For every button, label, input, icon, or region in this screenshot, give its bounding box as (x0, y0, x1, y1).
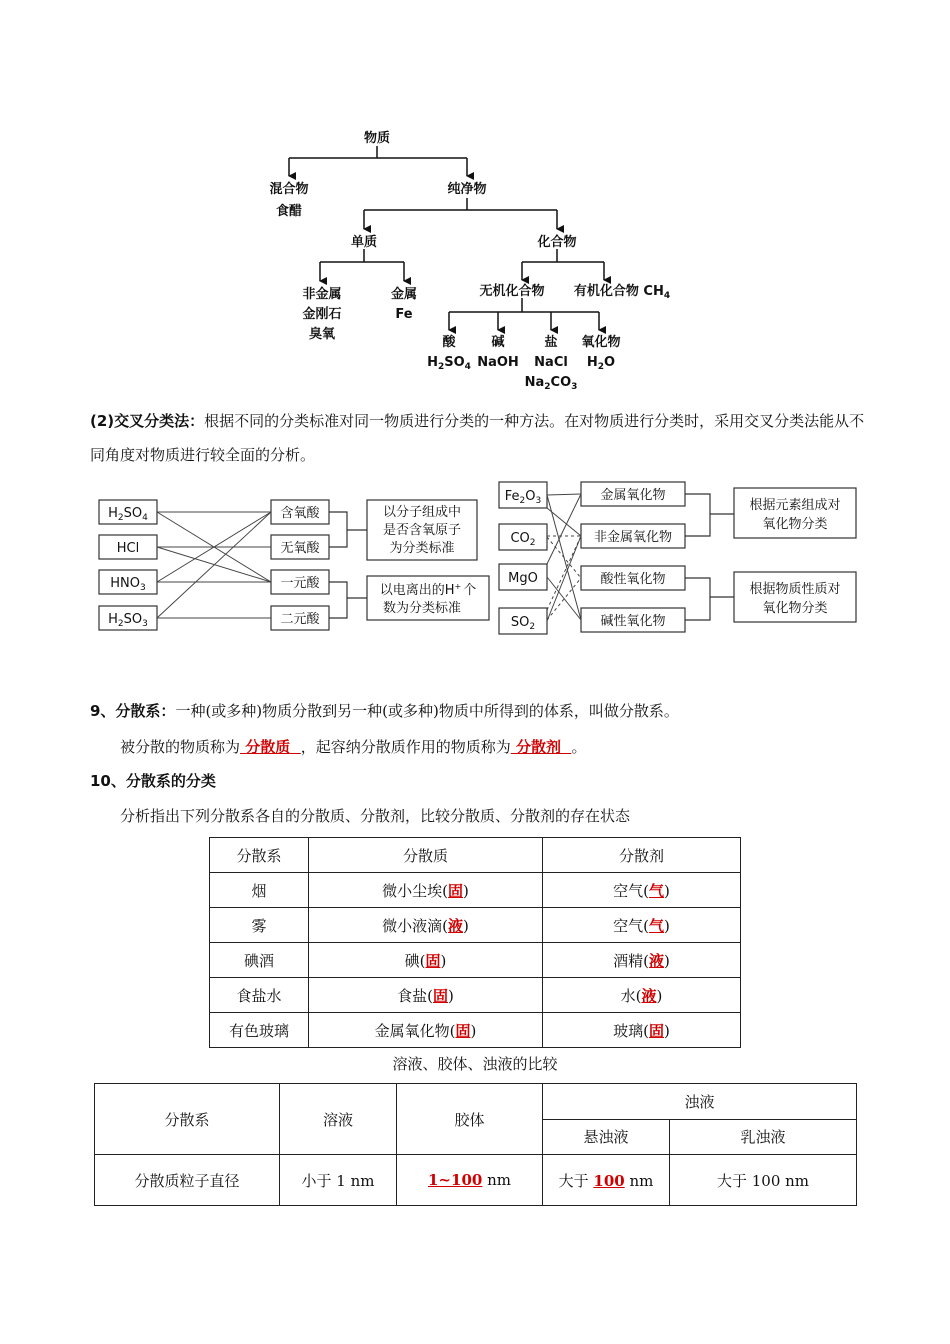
th-solution: 溶液 (280, 1084, 397, 1155)
answer-dispersion-medium: 分散剂 (515, 738, 561, 756)
cross-classification-intro (90, 404, 870, 472)
tree-mixture-example: 食醋 (275, 204, 303, 219)
emulsion-diameter: 大于 100 nm (670, 1155, 857, 1206)
comparison-caption: 溶液、胶体、浊液的比较 (392, 1055, 558, 1073)
table-row: 有色玻璃 金属氧化物(固) 玻璃(固) (210, 1013, 741, 1048)
tree-salt-ex2: $Na_2CO_3$ (524, 375, 578, 392)
suspension-diameter: 大于 100 nm (543, 1155, 670, 1206)
tree-root: 物质 (363, 131, 391, 146)
class-acidic-oxide: 酸性氧化物 (600, 572, 666, 587)
acid-h2so4: $H_2SO_4$ (108, 506, 148, 523)
class-diprotic: 二元酸 (280, 612, 320, 627)
class-oxyacid: 含氧酸 (280, 506, 320, 521)
class-basic-oxide: 碱性氧化物 (600, 614, 666, 629)
tree-metal-ex: Fe (395, 307, 413, 322)
tree-organic: 有机化合物 $CH_4$ (573, 284, 671, 301)
criterion3-line1: 根据元素组成对 (749, 498, 841, 513)
table-row: 碘酒 碘(固) 酒精(液) (210, 943, 741, 978)
criterion2-line2: 数为分类标准 (382, 601, 462, 616)
th-emulsion: 乳浊液 (670, 1119, 857, 1155)
oxide-co2: $CO_2$ (510, 531, 536, 548)
section-9 (90, 694, 870, 728)
th-medium: 分散剂 (543, 838, 741, 873)
criterion1-line1: 以分子组成中 (382, 505, 462, 520)
tree-metal: 金属 (390, 287, 418, 302)
criterion4-line1: 根据物质性质对 (749, 582, 841, 597)
acid-hno3: $HNO_3$ (110, 576, 146, 593)
criterion1-line3: 为分类标准 (389, 541, 455, 556)
tree-oxide: 氧化物 (581, 335, 621, 350)
th-turbid: 浊液 (543, 1084, 857, 1120)
class-monoprotic: 一元酸 (280, 576, 320, 591)
th-colloid: 胶体 (397, 1084, 543, 1155)
tree-pure: 纯净物 (447, 182, 487, 197)
th-dispersed: 分散质 (309, 838, 543, 873)
tree-salt-ex1: NaCl (534, 355, 568, 370)
criterion4-line2: 氧化物分类 (762, 601, 828, 616)
cross-classification-text: 根据不同的分类标准对同一物质进行分类的一种方法。在对物质进行分类时，采用交叉分类法能从不同角度对物质进行较全面的分析。 (90, 412, 865, 464)
tree-mixture: 混合物 (269, 182, 309, 197)
tree-nonmetal-ex2: 臭氧 (308, 327, 336, 342)
comparison-table (94, 1083, 857, 1206)
criterion2-line1: 以电离出的H+ 个 (379, 582, 477, 598)
dispersion-table (209, 837, 741, 1048)
tree-acid: 酸 (442, 335, 456, 350)
tree-inorganic: 无机化合物 (479, 284, 545, 299)
classification-tree (0, 0, 950, 400)
tree-nonmetal-ex1: 金刚石 (302, 307, 342, 322)
tree-salt: 盐 (544, 335, 558, 350)
tree-oxide-ex: $H_2O$ (586, 355, 616, 372)
tree-base-ex: NaOH (477, 355, 519, 370)
table-row: 食盐水 食盐(固) 水(液) (210, 978, 741, 1013)
tree-nonmetal: 非金属 (302, 287, 342, 302)
row-label-diameter: 分散质粒子直径 (95, 1155, 280, 1206)
cross-classification-label: (2)交叉分类法： (90, 412, 205, 430)
oxide-fe2o3: $Fe_2O_3$ (504, 489, 542, 506)
class-nonoxyacid: 无氧酸 (280, 541, 320, 556)
answer-dispersed-phase: 分散质 (245, 738, 291, 756)
th-suspension: 悬浊液 (543, 1119, 670, 1155)
table-row (95, 1155, 857, 1206)
tree-element: 单质 (350, 235, 378, 250)
oxide-so2: $SO_2$ (510, 615, 536, 632)
section-10-intro: 分析指出下列分散系各自的分散质、分散剂，比较分散质、分散剂的存在状态 (120, 807, 631, 825)
th-system: 分散系 (210, 838, 309, 873)
section-10-title: 10、分散系的分类 (90, 772, 216, 790)
solution-diameter: 小于 1 nm (280, 1155, 397, 1206)
oxide-mgo: MgO (508, 571, 538, 586)
tree-base: 碱 (491, 335, 505, 350)
table-row: 雾 微小液滴(液) 空气(气) (210, 908, 741, 943)
table-row: 烟 微小尘埃(固) 空气(气) (210, 873, 741, 908)
criterion3-line2: 氧化物分类 (762, 517, 828, 532)
criterion1-line2: 是否含氧原子 (382, 523, 462, 538)
section-9-title: 9、分散系： (90, 702, 176, 720)
colloid-diameter: 1~100 nm (397, 1155, 543, 1206)
section-9-text: 一种(或多种)物质分散到另一种(或多种)物质中所得到的体系，叫做分散系。 (175, 702, 679, 720)
class-nonmetal-oxide: 非金属氧化物 (593, 530, 673, 545)
acid-h2so3: $H_2SO_3$ (108, 612, 148, 629)
th-system2: 分散系 (95, 1084, 280, 1155)
cross-classification-diagrams (0, 470, 950, 640)
tree-acid-ex: $H_2SO_4$ (427, 355, 471, 372)
section-9-line2: 被分散的物质称为 分散质 ，起容纳分散质作用的物质称为 分散剂 。 (120, 738, 587, 756)
tree-compound: 化合物 (537, 235, 577, 250)
class-metal-oxide: 金属氧化物 (600, 488, 666, 503)
acid-hcl: HCl (116, 541, 140, 556)
